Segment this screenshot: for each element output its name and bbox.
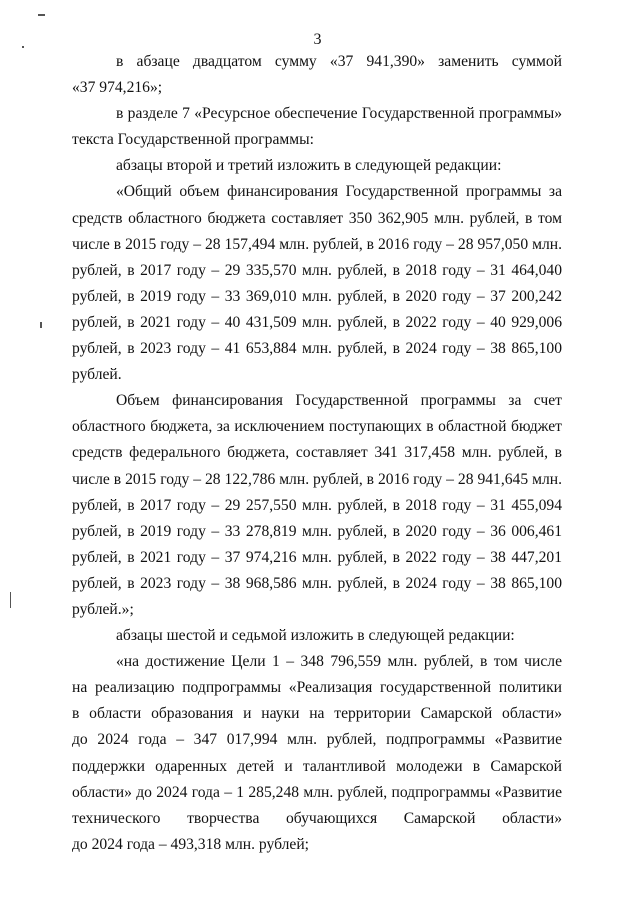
text-line: рублей, в 2017 году – 29 335,570 млн. рублей, в 2018 году – 31 464,040	[72, 261, 562, 279]
text-line: до 2024 года – 493,318 млн. рублей;	[72, 835, 309, 853]
text-line: в разделе 7 «Ресурсное обеспечение Государственной программы»	[116, 105, 562, 123]
scan-speck	[22, 46, 24, 48]
text-line: числе в 2015 году – 28 157,494 млн. рублей, в 2016 году – 28 957,050 млн.	[72, 235, 562, 253]
text-line: рублей, в 2017 году – 29 257,550 млн. рублей, в 2018 году – 31 455,094	[72, 496, 562, 514]
text-line: рублей, в 2019 году – 33 369,010 млн. рублей, в 2020 году – 37 200,242	[72, 287, 562, 305]
text-line: в области образования и науки на территории Самарской области»	[72, 705, 562, 723]
text-line: средств федерального бюджета, составляет 341 317,458 млн. рублей, в	[72, 444, 562, 462]
text-line: рублей, в 2023 году – 38 968,586 млн. рублей, в 2024 году – 38 865,100	[72, 574, 562, 592]
scan-speck	[38, 14, 45, 16]
text-line: рублей, в 2019 году – 33 278,819 млн. рублей, в 2020 году – 36 006,461	[72, 522, 562, 540]
text-line: области» до 2024 года – 1 285,248 млн. рублей, подпрограммы «Развитие	[72, 783, 562, 801]
page-number: 3	[313, 31, 322, 48]
text-line: средств областного бюджета составляет 350 362,905 млн. рублей, в том	[72, 209, 562, 227]
text-line: рублей, в 2021 году – 40 431,509 млн. рублей, в 2022 году – 40 929,006	[72, 313, 562, 331]
text-line: рублей.»;	[72, 600, 134, 618]
text-line: числе в 2015 году – 28 122,786 млн. рублей, в 2016 году – 28 941,645 млн.	[72, 470, 562, 488]
text-line: «на достижение Цели 1 – 348 796,559 млн. рублей, в том числе	[116, 653, 562, 671]
text-line: «37 974,216»;	[72, 79, 163, 97]
text-line: рублей, в 2023 году – 41 653,884 млн. рублей, в 2024 году – 38 865,100	[72, 340, 562, 358]
scan-speck	[10, 592, 11, 608]
text-line: рублей.	[72, 366, 122, 384]
text-line: текста Государственной программы:	[72, 131, 314, 149]
scan-speck	[40, 322, 42, 328]
text-line: «Общий объем финансирования Государственной программы за	[116, 183, 562, 201]
text-line: технического творчества обучающихся Самарской области»	[72, 809, 562, 827]
text-line: на реализацию подпрограммы «Реализация государственной политики	[72, 679, 562, 697]
text-line: рублей, в 2021 году – 37 974,216 млн. рублей, в 2022 году – 38 447,201	[72, 548, 562, 566]
text-line: абзацы второй и третий изложить в следующей редакции:	[116, 157, 502, 175]
text-line: в абзаце двадцатом сумму «37 941,390» заменить суммой	[116, 53, 562, 70]
text-line: областного бюджета, за исключением поступающих в областной бюджет	[72, 418, 562, 436]
text-line: до 2024 года – 347 017,994 млн. рублей, подпрограммы «Развитие	[72, 731, 562, 749]
text-line: Объем финансирования Государственной программы за счет	[116, 392, 562, 410]
text-line: поддержки одаренных детей и талантливой молодежи в Самарской	[72, 757, 562, 775]
document-body	[72, 49, 562, 858]
text-line: абзацы шестой и седьмой изложить в следующей редакции:	[116, 627, 515, 645]
